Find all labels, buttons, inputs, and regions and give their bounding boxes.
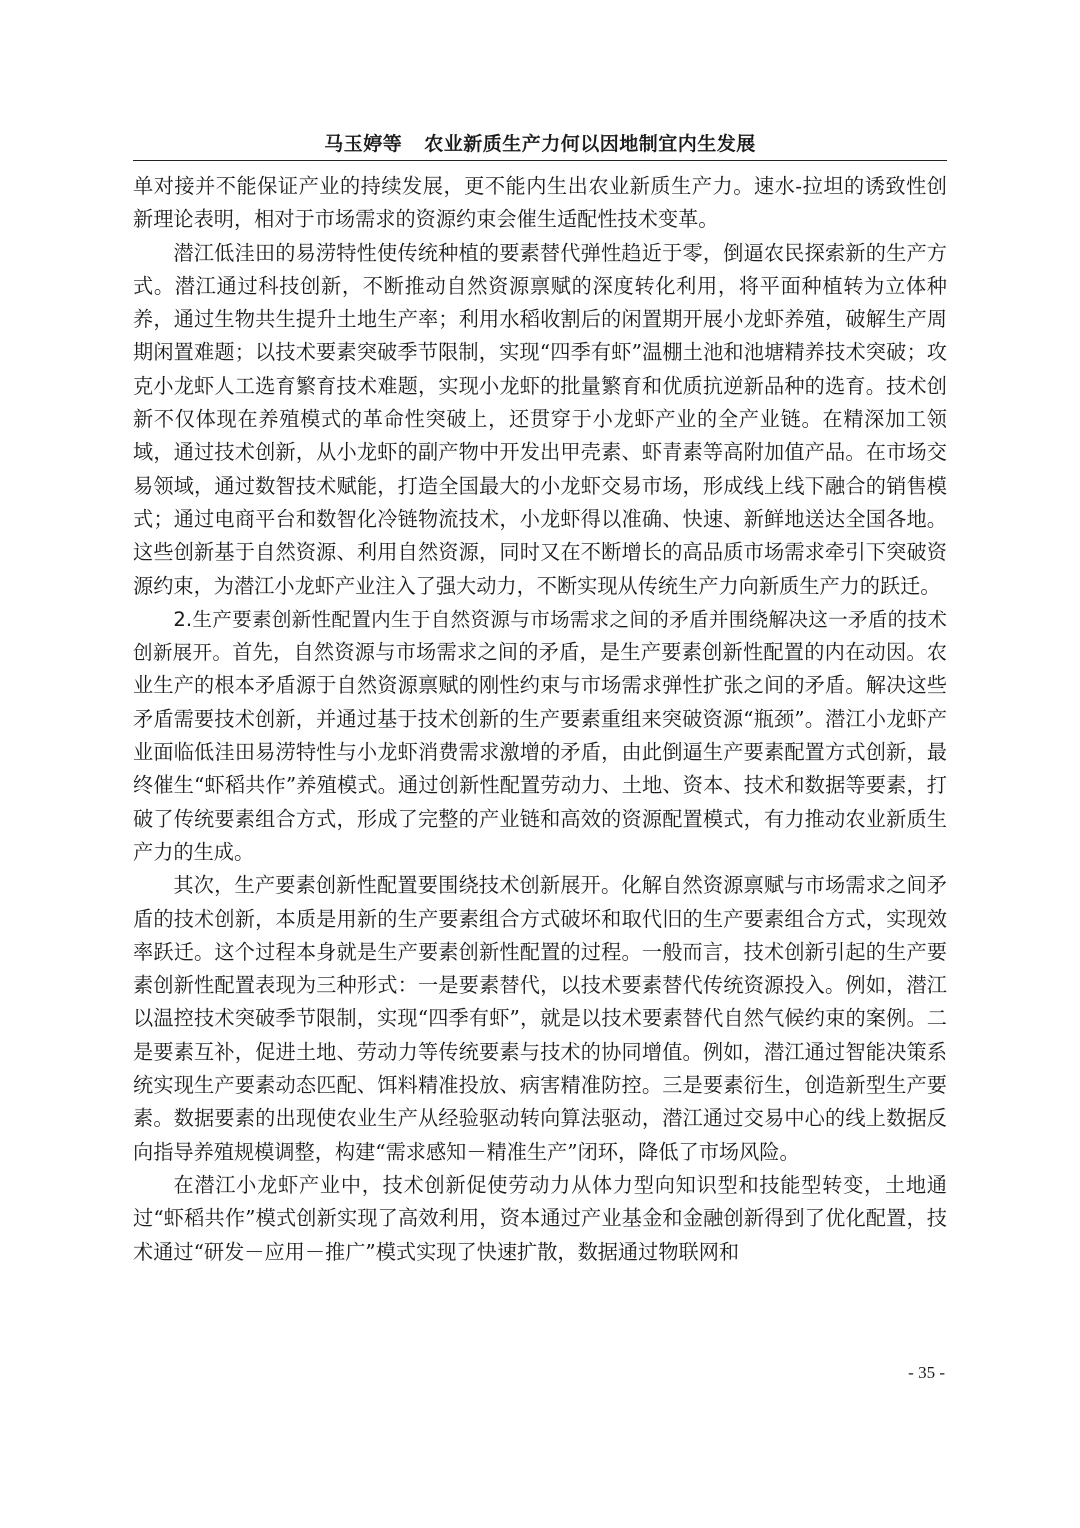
paragraph-2 bbox=[133, 237, 947, 603]
paragraph-text: 潜江低洼田的易涝特性使传统种植的要素替代弹性趋近于零，倒逼农民探索新的生产方式。潜江通过科技创新，不断推动自然资源禀赋的深度转化利用，将平面种植转为立体种养，通过生物共生提升土地生产率；利用水稻收割后的闲置期开展小龙虾养殖，破解生产周期闲置难题；以技术要素突破季节限制，实现“四季有虾”温棚土池和池塘精养技术突破；攻克小龙虾人工选育繁育技术难题，实现小龙虾的批量繁育和优质抗逆新品种的选育。技术创新不仅体现在养殖模式的革命性突破上，还贯穿于小龙虾产业的全产业链。在精深加工领域，通过技术创新，从小龙虾的副产物中开发出甲壳素、虾青素等高附加值产品。在市场交易领域，通过数智技术赋能，打造全国最大的小龙虾交易市场，形成线上线下融合的销售模式；通过电商平台和数智化冷链物流技术，小龙虾得以准确、快速、新鲜地送达全国各地。这些创新基于自然资源、利用自然资源，同时又在不断增长的高品质市场需求牵引下突破资源约束，为潜江小龙虾产业注入了强大动力，不断实现从传统生产力向新质生产力的跃迁。 bbox=[133, 240, 947, 598]
body-text bbox=[133, 170, 947, 1269]
header-rule bbox=[133, 160, 947, 161]
paragraph-text: 在潜江小龙虾产业中，技术创新促使劳动力从体力型向知识型和技能型转变，土地通过“虾稻共作”模式创新实现了高效利用，资本通过产业基金和金融创新得到了优化配置，技术通过“研发－应用－推广”模式实现了快速扩散，数据通过物联网和 bbox=[133, 1172, 947, 1264]
paragraph-4 bbox=[133, 869, 947, 1169]
running-head-title: 农业新质生产力何以因地制宜内生发展 bbox=[424, 133, 756, 155]
paragraph-text: 首先，自然资源与市场需求之间的矛盾，是生产要素创新性配置的内在动因。农业生产的根本矛盾源于自然资源禀赋的刚性约束与市场需求弹性扩张之间的矛盾。解决这些矛盾需要技术创新，并通过基于技术创新的生产要素重组来突破资源“瓶颈”。潜江小龙虾产业面临低洼田易涝特性与小龙虾消费需求激增的矛盾，由此倒逼生产要素配置方式创新，最终催生“虾稻共作”养殖模式。通过创新性配置劳动力、土地、资本、技术和数据等要素，打破了传统要素组合方式，形成了完整的产业链和高效的资源配置模式，有力推动农业新质生产力的生成。 bbox=[133, 640, 947, 864]
running-head-authors: 马玉婷等 bbox=[324, 133, 403, 155]
paragraph-5 bbox=[133, 1169, 947, 1269]
section-lead-heading: 2.生产要素创新性配置内生于自然资源与市场需求之间的矛盾并围绕解决这一矛盾的技术创新展开。 bbox=[133, 607, 947, 665]
paragraph-1 bbox=[133, 170, 947, 237]
page-number: - 35 - bbox=[908, 1363, 945, 1382]
running-head bbox=[133, 131, 947, 157]
paragraph-text: 单对接并不能保证产业的持续发展，更不能内生出农业新质生产力。速水-拉坦的诱致性创新理论表明，相对于市场需求的资源约束会催生适配性技术变革。 bbox=[133, 174, 947, 232]
paragraph-text: 其次，生产要素创新性配置要围绕技术创新展开。化解自然资源禀赋与市场需求之间矛盾的技术创新，本质是用新的生产要素组合方式破坏和取代旧的生产要素组合方式，实现效率跃迁。这个过程本身就是生产要素创新性配置的过程。一般而言，技术创新引起的生产要素创新性配置表现为三种形式：一是要素替代，以技术要素替代传统资源投入。例如，潜江以温控技术突破季节限制，实现“四季有虾”，就是以技术要素替代自然气候约束的案例。二是要素互补，促进土地、劳动力等传统要素与技术的协同增值。例如，潜江通过智能决策系统实现生产要素动态匹配、饵料精准投放、病害精准防控。三是要素衍生，创造新型生产要素。数据要素的出现使农业生产从经验驱动转向算法驱动，潜江通过交易中心的线上数据反向指导养殖规模调整，构建“需求感知－精准生产”闭环，降低了市场风险。 bbox=[133, 873, 947, 1164]
paragraph-3 bbox=[133, 603, 947, 869]
